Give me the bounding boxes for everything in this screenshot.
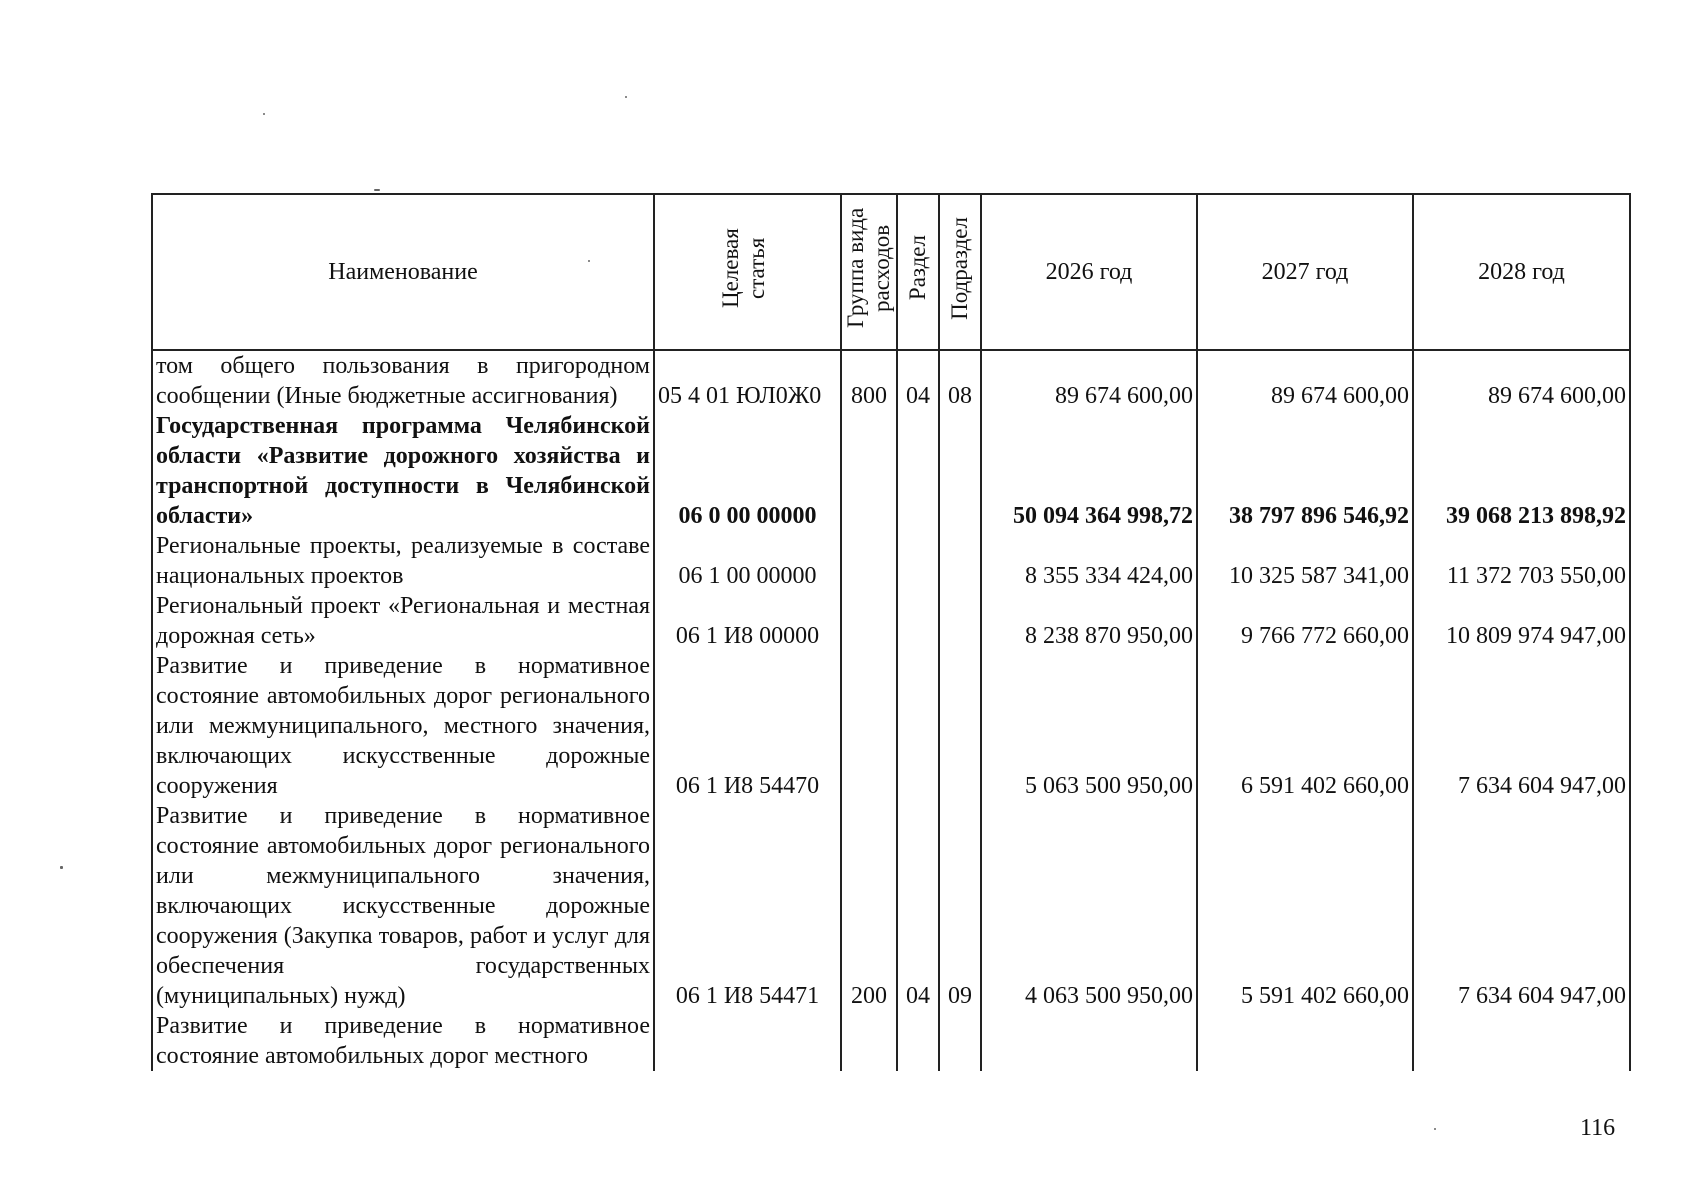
row-amount-2027: 6 591 402 660,00 [1197, 651, 1413, 801]
header-subsection: Подраздел [939, 194, 981, 350]
row-expense-group [841, 591, 897, 651]
table-row [152, 350, 1630, 411]
row-name: Региональные проекты, реализуемые в составе национальных проектов [152, 531, 654, 591]
row-name: Развитие и приведение в нормативное состояние автомобильных дорог регионального или межмуниципального значения, включающих искусственные дорожные сооружения (Закупка товаров, работ и услуг для обеспечения государственных (муниципальных) нужд) [152, 801, 654, 1011]
row-amount-2028: 11 372 703 550,00 [1413, 531, 1630, 591]
table-row [152, 651, 1630, 801]
row-name: Государственная программа Челябинской области «Развитие дорожного хозяйства и транспортной доступности в Челябинской области» [152, 411, 654, 531]
row-amount-2026 [981, 1011, 1197, 1071]
row-section [897, 651, 939, 801]
table-row [152, 801, 1630, 1011]
scan-speck [1434, 1128, 1436, 1130]
row-subsection [939, 651, 981, 801]
row-section: 04 [897, 801, 939, 1011]
row-name: Развитие и приведение в нормативное состояние автомобильных дорог регионального или межмуниципального, местного значения, включающих искусственные дорожные сооружения [152, 651, 654, 801]
budget-table [151, 193, 1631, 1071]
scan-speck [374, 189, 380, 191]
header-name: Наименование [152, 194, 654, 350]
table-row [152, 411, 1630, 531]
row-amount-2027: 5 591 402 660,00 [1197, 801, 1413, 1011]
header-year-2026: 2026 год [981, 194, 1197, 350]
row-expense-group [841, 651, 897, 801]
row-target-article: 05 4 01 ЮЛ0Ж0 [654, 350, 841, 411]
row-target-article: 06 1 И8 54471 [654, 801, 841, 1011]
row-amount-2026: 8 355 334 424,00 [981, 531, 1197, 591]
header-target-article: Целевая статья [654, 194, 841, 350]
header-section: Раздел [897, 194, 939, 350]
header-year-2028: 2028 год [1413, 194, 1630, 350]
row-name: Региональный проект «Региональная и местная дорожная сеть» [152, 591, 654, 651]
row-target-article: 06 1 И8 00000 [654, 591, 841, 651]
row-target-article: 06 0 00 00000 [654, 411, 841, 531]
row-name: Развитие и приведение в нормативное состояние автомобильных дорог местного [152, 1011, 654, 1071]
table-row [152, 531, 1630, 591]
row-subsection [939, 411, 981, 531]
row-target-article [654, 1011, 841, 1071]
row-amount-2027: 10 325 587 341,00 [1197, 531, 1413, 591]
table-row [152, 1011, 1630, 1071]
row-target-article: 06 1 00 00000 [654, 531, 841, 591]
scan-speck [625, 96, 627, 98]
table-header-row [152, 194, 1630, 350]
row-subsection [939, 1011, 981, 1071]
row-subsection: 09 [939, 801, 981, 1011]
row-target-article: 06 1 И8 54470 [654, 651, 841, 801]
scan-speck [263, 113, 265, 115]
row-amount-2028: 10 809 974 947,00 [1413, 591, 1630, 651]
scan-speck [588, 260, 590, 262]
row-subsection [939, 531, 981, 591]
page-number: 116 [1580, 1115, 1616, 1141]
header-year-2027: 2027 год [1197, 194, 1413, 350]
row-amount-2026: 8 238 870 950,00 [981, 591, 1197, 651]
row-section: 04 [897, 350, 939, 411]
row-amount-2027: 89 674 600,00 [1197, 350, 1413, 411]
row-expense-group [841, 1011, 897, 1071]
row-amount-2028: 7 634 604 947,00 [1413, 651, 1630, 801]
row-subsection: 08 [939, 350, 981, 411]
row-amount-2026: 89 674 600,00 [981, 350, 1197, 411]
row-amount-2026: 50 094 364 998,72 [981, 411, 1197, 531]
row-section [897, 531, 939, 591]
row-name: том общего пользования в пригородном сообщении (Иные бюджетные ассигнования) [152, 350, 654, 411]
row-section [897, 1011, 939, 1071]
row-expense-group: 800 [841, 350, 897, 411]
row-amount-2028 [1413, 1011, 1630, 1071]
row-amount-2027: 9 766 772 660,00 [1197, 591, 1413, 651]
scan-speck [60, 866, 63, 869]
row-section [897, 591, 939, 651]
row-amount-2026: 5 063 500 950,00 [981, 651, 1197, 801]
row-amount-2028: 7 634 604 947,00 [1413, 801, 1630, 1011]
row-subsection [939, 591, 981, 651]
header-expense-group: Группа вида расходов [841, 194, 897, 350]
row-section [897, 411, 939, 531]
row-amount-2028: 39 068 213 898,92 [1413, 411, 1630, 531]
row-amount-2027: 38 797 896 546,92 [1197, 411, 1413, 531]
row-amount-2028: 89 674 600,00 [1413, 350, 1630, 411]
row-amount-2027 [1197, 1011, 1413, 1071]
row-expense-group [841, 411, 897, 531]
row-expense-group [841, 531, 897, 591]
row-amount-2026: 4 063 500 950,00 [981, 801, 1197, 1011]
row-expense-group: 200 [841, 801, 897, 1011]
table-row [152, 591, 1630, 651]
